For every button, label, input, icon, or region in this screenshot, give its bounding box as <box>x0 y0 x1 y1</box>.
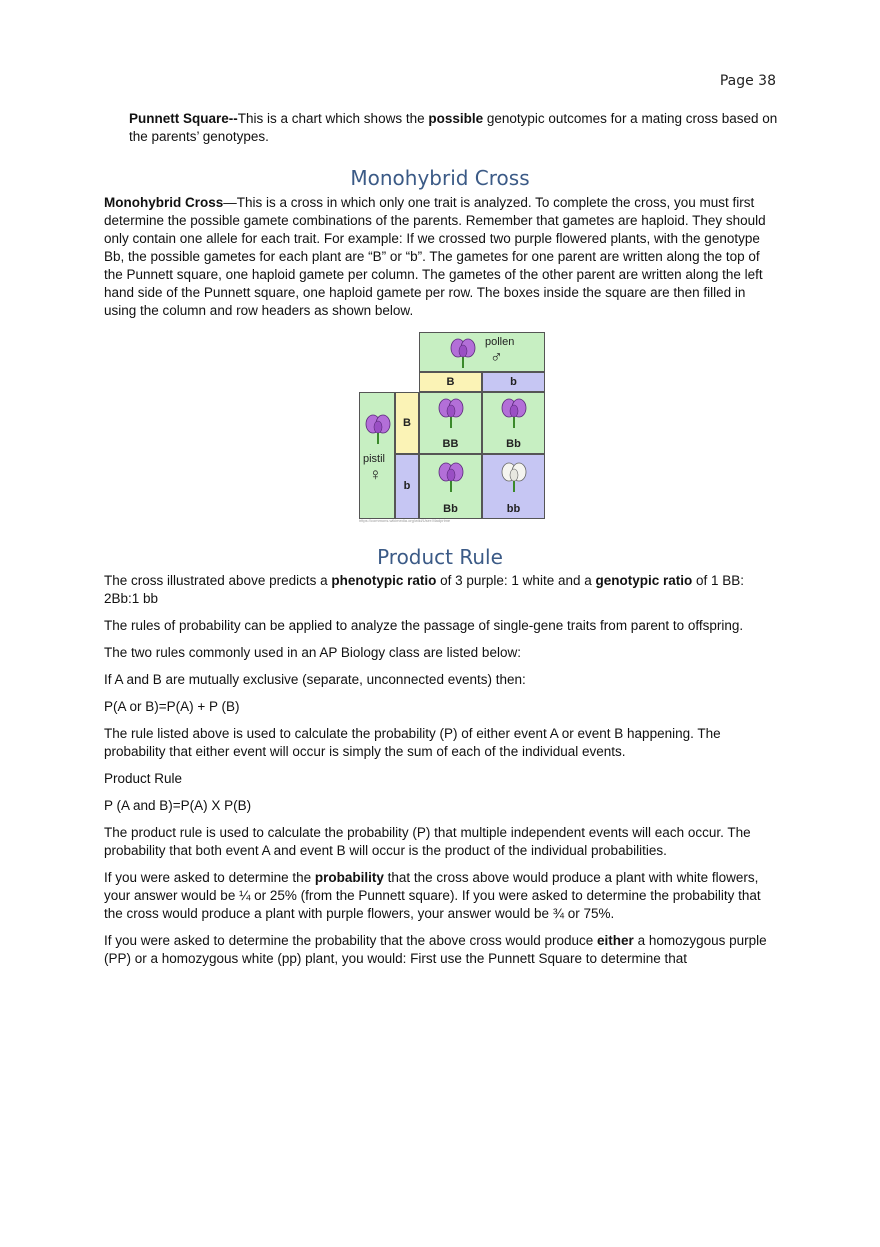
page-number: Page 38 <box>719 73 776 89</box>
product-rule-label: Product Rule <box>104 771 183 786</box>
row-header-b <box>395 454 419 519</box>
product-rule-formula: P (A and B)=P(A) X P(B) <box>104 798 252 813</box>
homozygous-text-1: If you were asked to determine the probability that the above cross would produce <box>104 933 598 948</box>
pollen-label: pollen <box>485 336 515 348</box>
row-header-B <box>395 392 419 454</box>
emphasis-either: either <box>597 933 634 948</box>
product-rule-explanation: The product rule is used to calculate the probability (P) that multiple independent events will each occur. The probability that both event A and event B will occur is the product of the individual probabilities. <box>104 825 751 858</box>
purple-flower-icon <box>450 337 476 369</box>
ratio-text-3: of 1 BB: 2Bb:1 bb <box>104 573 745 606</box>
cell-BB <box>419 392 482 454</box>
pistil-parent-box <box>359 392 395 519</box>
emphasis-genotypic-ratio: genotypic ratio <box>595 573 693 588</box>
term-punnett-square: Punnett Square-- <box>129 111 238 126</box>
example-text-2: that the cross above would produce a plant with white flowers, your answer would be ¼ or 25% (from the Punnett square). If you were asked to determine the probability that the cross would produce a plant with purple flowers, your answer would be ¾ or 75%. <box>104 870 761 921</box>
homozygous-example-paragraph <box>104 932 780 968</box>
punnett-square-figure <box>359 332 547 524</box>
male-symbol: ♂ <box>490 347 503 366</box>
cell-Bb <box>419 454 482 519</box>
mutually-exclusive-paragraph: If A and B are mutually exclusive (separate, unconnected events) then: <box>104 672 526 687</box>
term-monohybrid-cross: Monohybrid Cross <box>104 195 224 210</box>
row-header-label: B <box>403 417 411 429</box>
product-rule-section <box>104 572 780 977</box>
emphasis-phenotypic-ratio: phenotypic ratio <box>331 573 437 588</box>
cell-Bb <box>482 392 545 454</box>
pollen-parent-box <box>419 332 545 372</box>
ratio-text-2: of 3 purple: 1 white and a <box>436 573 596 588</box>
two-rules-paragraph: The two rules commonly used in an AP Biology class are listed below: <box>104 645 521 660</box>
example-text-1: If you were asked to determine the <box>104 870 315 885</box>
genotype-label: Bb <box>506 438 521 450</box>
row-header-label: b <box>403 480 411 492</box>
sum-rule-explanation: The rule listed above is used to calculate the probability (P) of either event A or event B happening. The probability that either event will occur is simply the sum of each of the individual events. <box>104 726 721 759</box>
column-header-label: b <box>510 376 517 388</box>
cell-bb <box>482 454 545 519</box>
pistil-label: pistil <box>363 453 386 465</box>
probability-rules-paragraph: The rules of probability can be applied to analyze the passage of single-gene traits from parent to offspring. <box>104 618 744 633</box>
genotype-label: Bb <box>443 503 458 515</box>
heading-monohybrid-cross: Monohybrid Cross <box>350 166 530 190</box>
monohybrid-text: —This is a cross in which only one trait is analyzed. To complete the cross, you must first determine the possible gamete combinations of the parents. Remember that gametes are haploid. They should only contain one allele for each trait. For example: If we crossed two purple flowered plants, with the genotype Bb, the possible gametes for each plant are “B” or “b”. The gametes for one parent are written along the top of the Punnett square, one haploid gamete per column. The gametes of the other parent are written along the left hand side of the Punnett square, one haploid gamete per row. The boxes inside the square are then filled in using the column and row headers as shown below. <box>104 195 766 318</box>
homozygous-text-2: a homozygous purple (PP) or a homozygous white (pp) plant, you would: First use the Punnett Square to determine that <box>104 933 767 966</box>
probability-example-paragraph <box>104 869 780 923</box>
heading-product-rule: Product Rule <box>377 545 503 569</box>
purple-flower-icon <box>438 461 464 493</box>
genotype-label: bb <box>506 503 521 515</box>
column-header-b <box>482 372 545 392</box>
white-flower-icon <box>501 461 527 493</box>
intro-text-1: This is a chart which shows the <box>237 111 429 126</box>
purple-flower-icon <box>365 413 391 445</box>
emphasis-probability: probability <box>314 870 384 885</box>
sum-rule-formula: P(A or B)=P(A) + P (B) <box>104 699 240 714</box>
genotype-label: BB <box>442 438 459 450</box>
purple-flower-icon <box>501 397 527 429</box>
emphasis-possible: possible <box>428 111 484 126</box>
monohybrid-paragraph <box>104 194 780 320</box>
punnett-square-definition <box>129 110 779 146</box>
female-symbol: ♀ <box>369 465 382 484</box>
intro-text-2: genotypic outcomes for a mating cross based on the parents’ genotypes. <box>129 111 778 144</box>
ratio-text-1: The cross illustrated above predicts a <box>104 573 332 588</box>
column-header-label: B <box>446 376 455 388</box>
column-header-B <box>419 372 482 392</box>
purple-flower-icon <box>438 397 464 429</box>
image-source-caption: https://commons.wikimedia.org/wiki/User:Madprime <box>359 518 451 523</box>
ratio-paragraph <box>104 572 780 608</box>
